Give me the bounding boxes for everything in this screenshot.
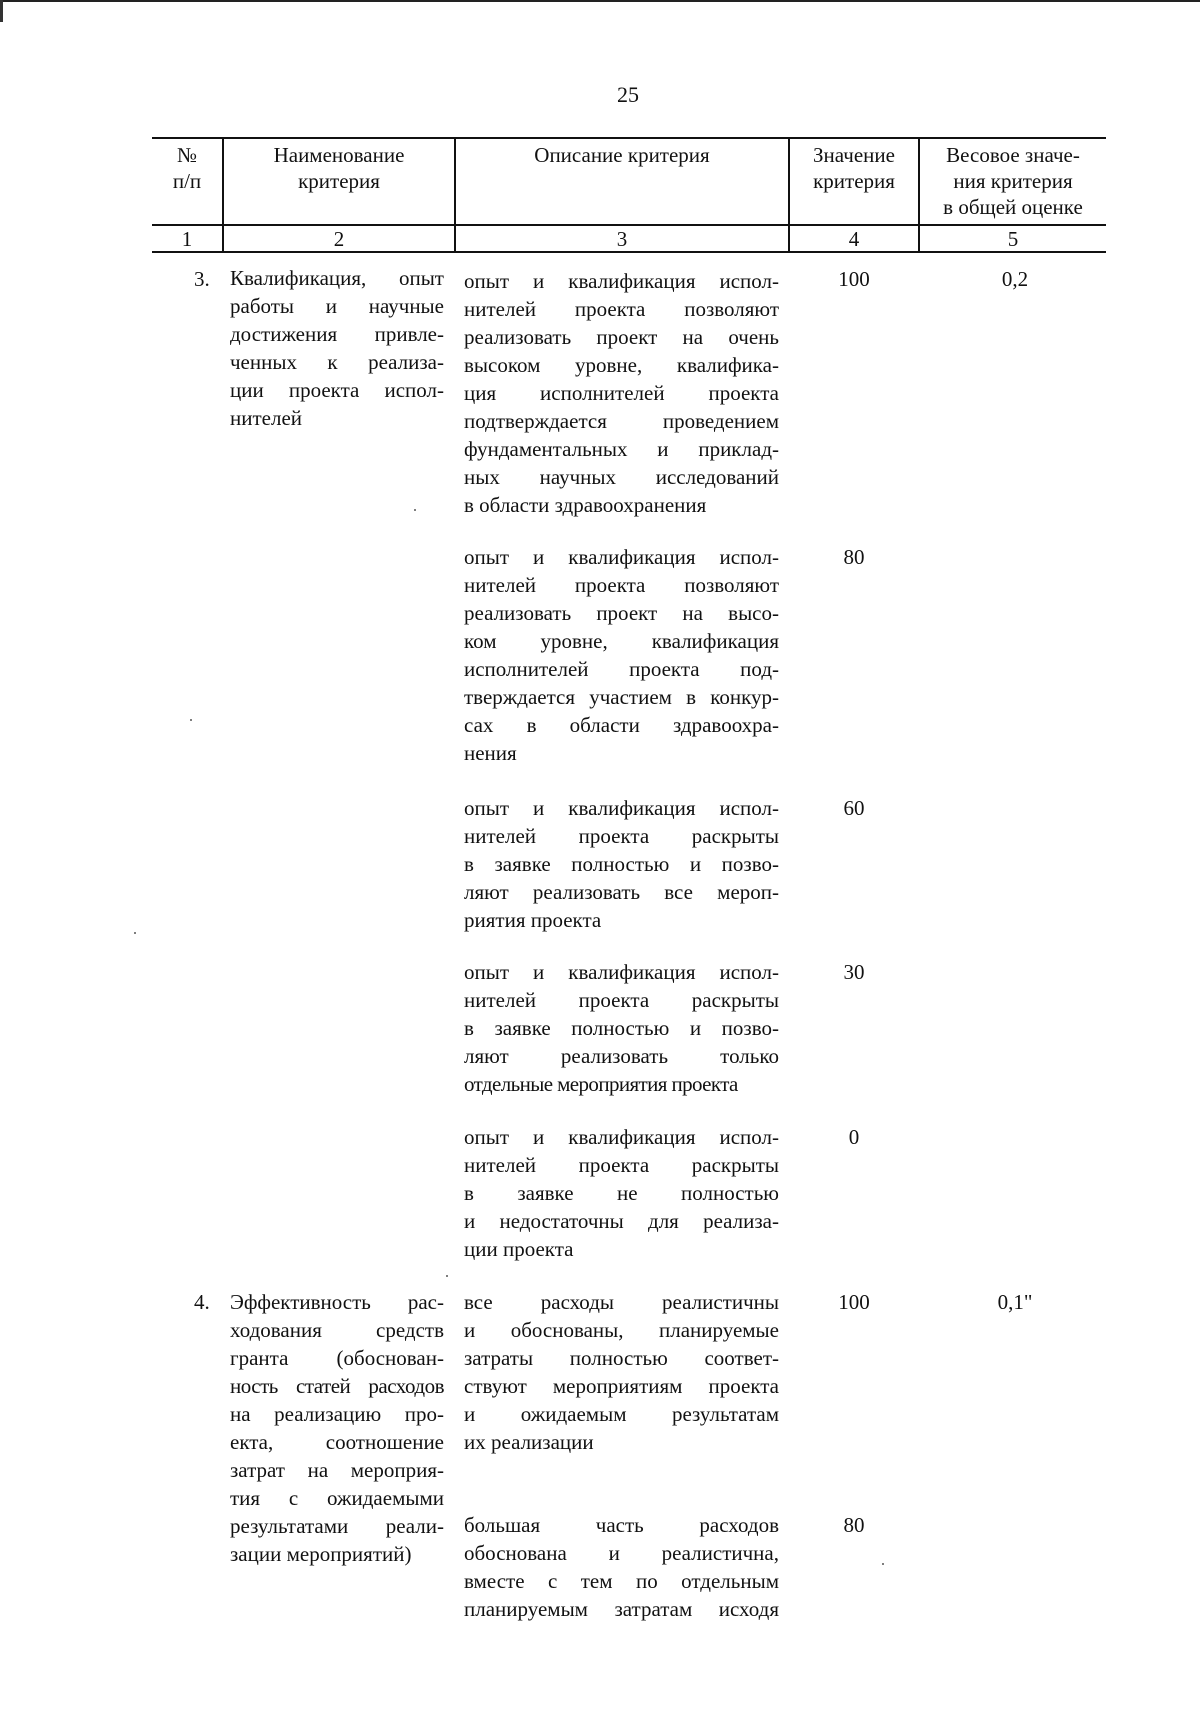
- scan-edge-top: [0, 0, 1200, 2]
- scan-speck: [446, 1275, 448, 1277]
- option-description: большая часть расходов обоснована и реалистична, вместе с тем по отдельным планируемым затратам исходя: [464, 1513, 779, 1621]
- column-number: 2: [333, 227, 345, 251]
- option-value: 0: [848, 1125, 860, 1149]
- option-value: 100: [838, 1290, 870, 1314]
- option-description: опыт и квалификация испол- нителей проекта раскрыты в заявке полностью и позво- ляют реализовать все мероп- риятия проекта: [464, 796, 779, 932]
- option-description: все расходы реалистичны и обоснованы, планируемые затраты полностью соответ- ствуют мероприятиям проекта и ожидаемым результатам их реализации: [464, 1290, 779, 1454]
- criterion-number: 4.: [194, 1290, 210, 1314]
- option-value: 100: [838, 267, 870, 291]
- header-criterion-value: Значение критерия: [813, 143, 895, 193]
- scan-edge-left: [0, 0, 3, 1710]
- option-description: опыт и квалификация испол- нителей проекта раскрыты в заявке не полностью и недостаточны для реализа- ции проекта: [464, 1125, 779, 1261]
- option-description: опыт и квалификация испол- нителей проекта позволяют реализовать проект на очень высоком уровне, квалифика- ция исполнителей проекта подтверждается проведением фундаментальных и приклад- ных научных исследований в области здравоохранения: [464, 269, 779, 517]
- column-number: 3: [616, 227, 628, 251]
- header-criterion-weight: Весовое значе- ния критерия в общей оценке: [943, 143, 1083, 219]
- page-number: 25: [617, 82, 639, 107]
- option-description: опыт и квалификация испол- нителей проекта позволяют реализовать проект на высо- ком уровне, квалификация исполнителей проекта под- тверждается участием в конкур- сах в области здравоохра- нения: [464, 545, 779, 765]
- column-number: 4: [848, 227, 860, 251]
- header-number: № п/п: [172, 143, 202, 193]
- criterion-weight: 0,1": [997, 1290, 1033, 1314]
- criterion-weight: 0,2: [1001, 267, 1029, 291]
- scan-speck: [134, 932, 136, 934]
- criterion-number: 3.: [194, 267, 210, 291]
- table-top-border: [152, 137, 1106, 139]
- criterion-name: Квалификация, опыт работы и научные достижения привле- ченных к реализа- ции проекта испол- нителей: [230, 266, 444, 430]
- option-value: 80: [843, 1513, 865, 1537]
- option-value: 80: [843, 545, 865, 569]
- column-number: 1: [181, 227, 193, 251]
- scan-speck: [882, 1563, 884, 1565]
- scan-speck: [414, 509, 416, 511]
- scan-speck: [190, 719, 192, 721]
- header-criterion-name: Наименование критерия: [273, 143, 405, 193]
- option-description: опыт и квалификация испол- нителей проекта раскрыты в заявке полностью и позво- ляют реализовать только отдельные мероприятия проекта: [464, 960, 779, 1096]
- criterion-name: Эффективность рас- ходования средств гранта (обоснован- ность статей расходов на реализацию про- екта, соотношение затрат на мероприя- тия с ожидаемыми результатами реали- зации мероприятий): [230, 1290, 444, 1566]
- header-criterion-description: Описание критерия: [534, 143, 710, 167]
- column-number: 5: [1007, 227, 1019, 251]
- option-value: 60: [843, 796, 865, 820]
- option-value: 30: [843, 960, 865, 984]
